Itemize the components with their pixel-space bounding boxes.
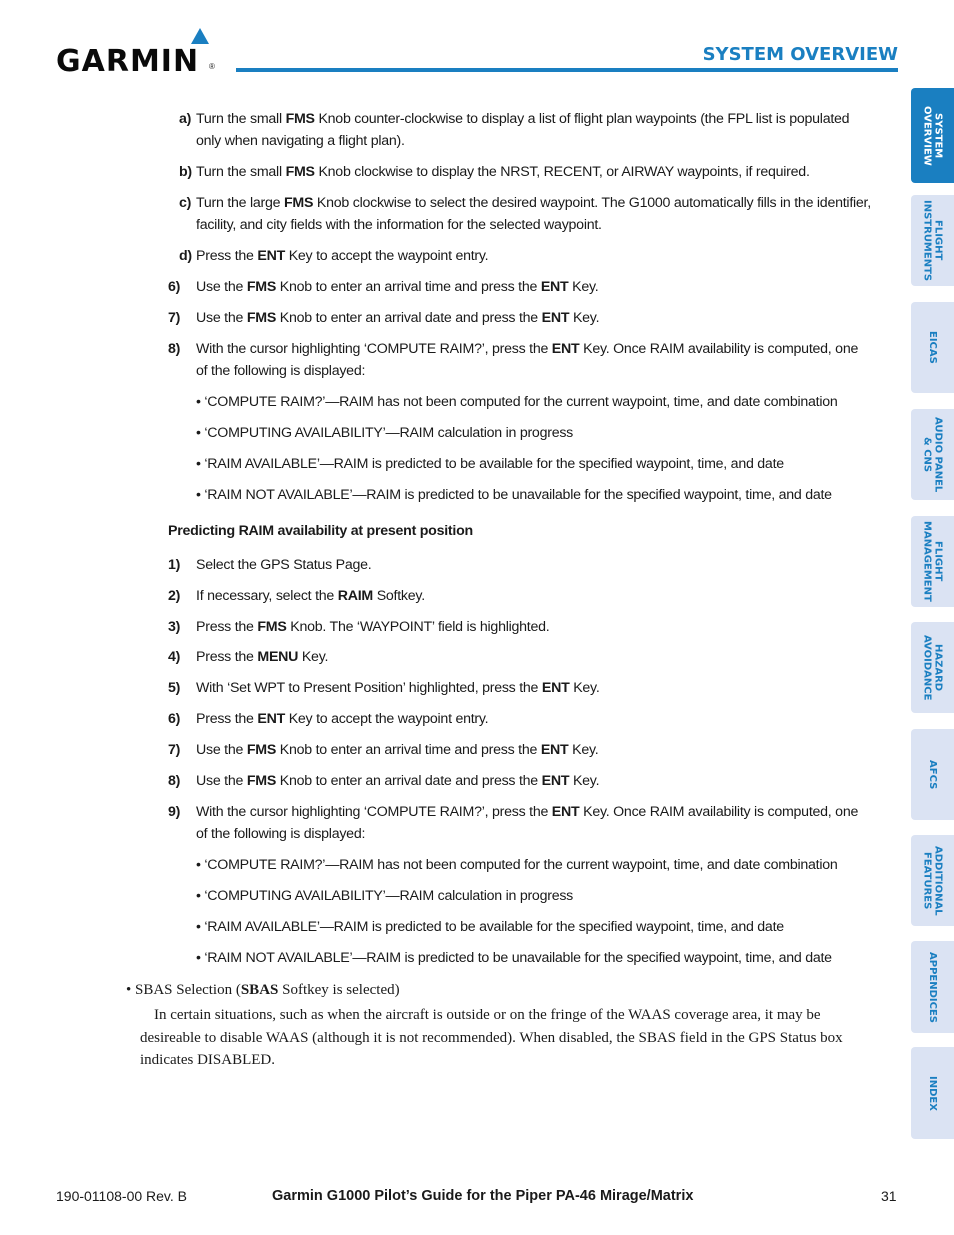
step-text: Turn the small FMS Knob counter-clockwise to display a list of flight plan waypoints (the FPL list is populated only when navigating a flight plan). bbox=[196, 111, 850, 149]
tab-index[interactable]: INDEX bbox=[911, 1047, 954, 1139]
step-text: Turn the large FMS Knob clockwise to select the desired waypoint. The G1000 automatically fills in the identifier, facility, and city fields with the information for the selected waypoint. bbox=[196, 195, 871, 233]
section-title: SYSTEM OVERVIEW bbox=[702, 44, 898, 65]
tab-flight-instruments[interactable]: FLIGHT INSTRUMENTS bbox=[911, 195, 954, 286]
step-label: c) bbox=[179, 195, 192, 211]
step-text: Press the ENT Key to accept the waypoint entry. bbox=[196, 248, 489, 264]
tab-hazard-avoidance[interactable]: HAZARD AVOIDANCE bbox=[911, 622, 954, 713]
tab-appendices[interactable]: APPENDICES bbox=[911, 941, 954, 1033]
step-label: 6) bbox=[168, 279, 181, 295]
doc-title: Garmin G1000 Pilot’s Guide for the Piper PA-46 Mirage/Matrix bbox=[272, 1188, 694, 1204]
doc-number: 190-01108-00 Rev. B bbox=[56, 1188, 188, 1204]
tab-afcs[interactable]: AFCS bbox=[911, 729, 954, 820]
step-label: a) bbox=[179, 111, 192, 127]
logo-triangle-icon bbox=[191, 28, 209, 44]
page-number: 31 bbox=[881, 1188, 897, 1204]
tab-flight-management[interactable]: FLIGHT MANAGEMENT bbox=[911, 516, 954, 607]
step-text: Use the FMS Knob to enter an arrival time and press the ENT Key. bbox=[196, 279, 599, 295]
step-label: d) bbox=[179, 248, 192, 264]
header-rule bbox=[236, 68, 898, 72]
step-label: b) bbox=[179, 164, 192, 180]
step-label: 8) bbox=[168, 341, 181, 357]
step-text: Use the FMS Knob to enter an arrival date and press the ENT Key. bbox=[196, 310, 600, 326]
logo-text: GARMIN bbox=[56, 44, 200, 79]
tab-system-overview[interactable]: SYSTEM OVERVIEW bbox=[911, 88, 954, 183]
step-label: 7) bbox=[168, 310, 181, 326]
registered-mark: ® bbox=[209, 62, 215, 71]
step-text: With the cursor highlighting ‘COMPUTE RAIM?’, press the ENT Key. Once RAIM availability is computed, one of the following is displayed: bbox=[196, 341, 859, 379]
step-text: Turn the small FMS Knob clockwise to display the NRST, RECENT, or AIRWAY waypoints, if required. bbox=[196, 164, 810, 180]
tab-audio-panel-cns[interactable]: AUDIO PANEL & CNS bbox=[911, 409, 954, 500]
tab-additional-features[interactable]: ADDITIONAL FEATURES bbox=[911, 835, 954, 926]
section-heading: Predicting RAIM availability at present position bbox=[168, 523, 473, 539]
tab-eicas[interactable]: EICAS bbox=[911, 302, 954, 393]
garmin-logo bbox=[56, 28, 221, 79]
